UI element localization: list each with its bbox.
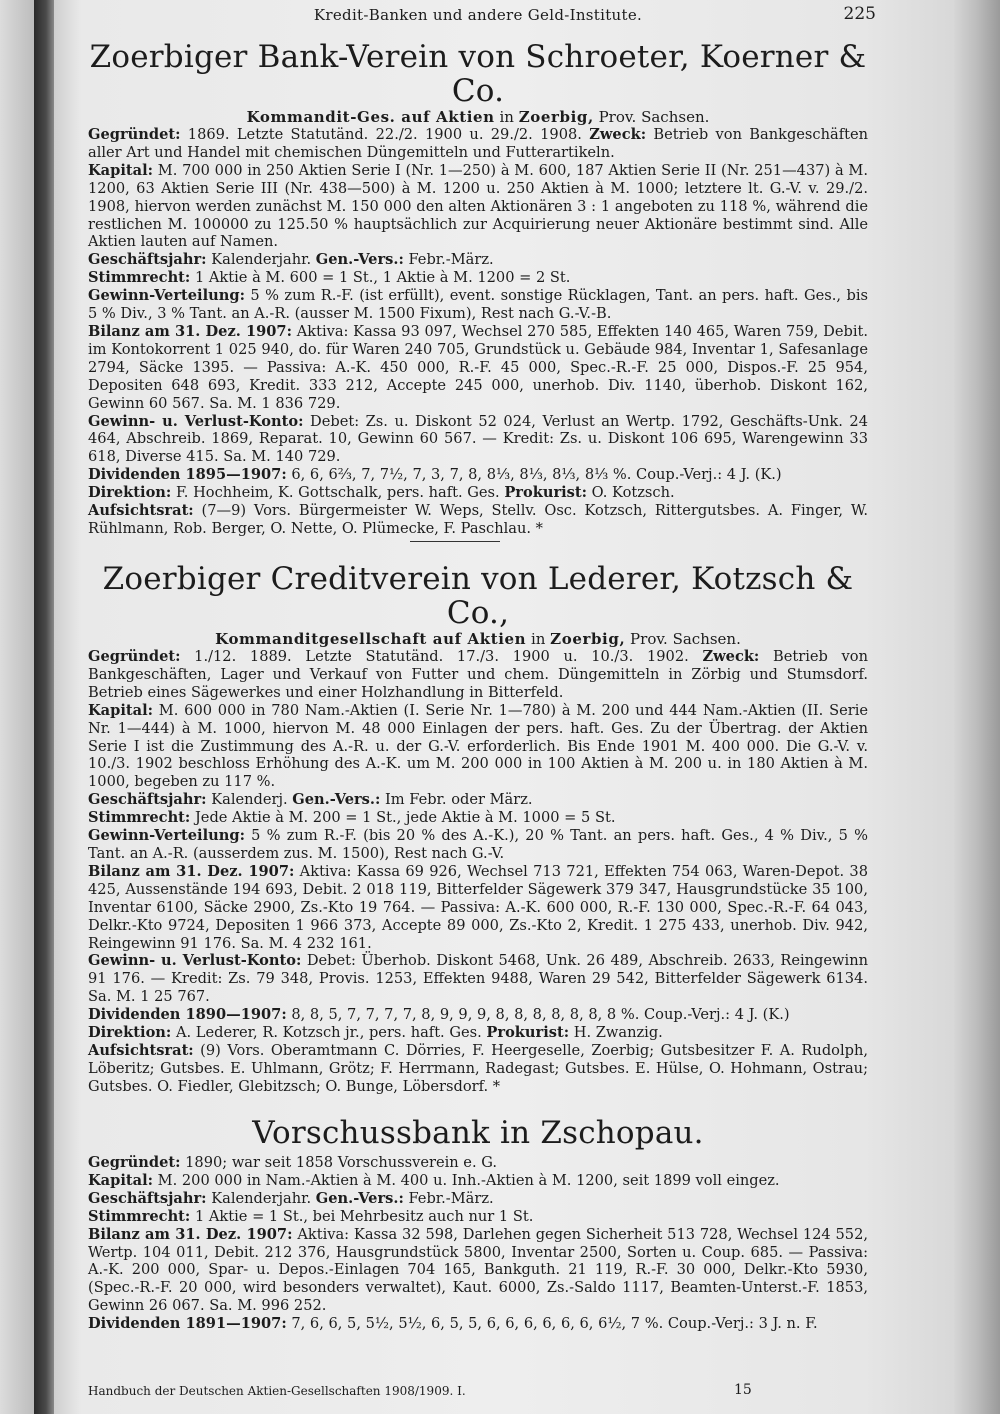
entry-supervisory-board: Aufsichtsrat: (7—9) Vors. Bürgermeister W. Weps, Stellv. Osc. Kotzsch, Rittergutsbes. A. Finger, W. Rühlmann, Rob. Berger, O. Nette, O. Plümecke, F. Paschlau. * — [88, 502, 868, 537]
running-head: Kredit-Banken und andere Geld-Institute. — [313, 6, 643, 24]
entry-fiscal-year: Geschäftsjahr: Kalenderj. Gen.-Vers.: Im Febr. oder März. — [88, 791, 533, 809]
entry-dividends: Dividenden 1891—1907: 7, 6, 6, 5, 5½, 5½, 6, 5, 5, 6, 6, 6, 6, 6, 6, 6½, 7 %. Coup.-Verj.: 3 J. n. F. — [88, 1315, 818, 1333]
right-page-edge — [954, 0, 1000, 1414]
entry-profit-distribution: Gewinn-Verteilung: 5 % zum R.-F. (bis 20 % des A.-K.), 20 % Tant. an pers. haft. Ges., 4 % Div., 5 % Tant. an A.-R. (ausserdem zus. M. 1500), Rest nach G.-V. — [88, 827, 868, 862]
company-title: Zoerbiger Bank-Verein von Schroeter, Koerner & Co. — [89, 39, 867, 109]
entry-dividends: Dividenden 1895—1907: 6, 6, 6⅔, 7, 7½, 7, 3, 7, 8, 8⅓, 8⅓, 8⅓, 8⅓ %. Coup.-Verj.: 4 J. (K.) — [88, 466, 782, 484]
company-details — [88, 1154, 868, 1333]
entry-founded: Gegründet: 1869. Letzte Statutänd. 22./2. 1900 u. 29./2. 1908. Zweck: Betrieb von Bankgeschäften aller Art und Handel mit chemischen Düngemitteln und Futterartikeln. — [88, 126, 868, 161]
signature-mark: 15 — [734, 1382, 752, 1398]
entry-dividends: Dividenden 1890—1907: 8, 8, 5, 7, 7, 7, 7, 8, 9, 9, 9, 8, 8, 8, 8, 8, 8, 8 %. Coup.-Verj.: 4 J. (K.) — [88, 1006, 790, 1024]
entry-founded: Gegründet: 1890; war seit 1858 Vorschussverein e. G. — [88, 1154, 497, 1171]
page-content — [88, 0, 876, 1414]
entry-management: Direktion: A. Lederer, R. Kotzsch jr., pers. haft. Ges. Prokurist: H. Zwanzig. — [88, 1024, 663, 1042]
entry-balance-sheet: Bilanz am 31. Dez. 1907: Aktiva: Kassa 93 097, Wechsel 270 585, Effekten 140 465, Waren 759, Debit. im Kontokorrent 1 025 940, do. für Waren 240 705, Grundstück u. Gebäude 984, Inventar 1, Safesanlage 2794, Säcke 1395. — Passiva: A.-K. 450 000, R.-F. 45 000, Spec.-R.-F. 25 000, Dispos.-F. 25 954, Depositen 648 693, Kredit. 333 212, Accepte 245 000, unerhob. Div. 1140, überhob. Diskont 162, Gewinn 60 567. Sa. M. 1 836 729. — [88, 322, 868, 412]
entry-capital: Kapital: M. 600 000 in 780 Nam.-Aktien (I. Serie Nr. 1—780) à M. 200 und 444 Nam.-Aktien (II. Serie Nr. 1—444) à M. 1000, hiervon M. 48 000 Einlagen der pers. haft. Ges. Zu der Übertrag. der Aktien Serie I ist die Zustimmung des A.-R. u. der G.-V. erforderlich. Bis Ende 1901 M. 400 000. Die G.-V. v. 10./3. 1902 beschloss Erhöhung des A.-K. um M. 200 000 in 100 Aktien à M. 200 u. in 180 Aktien à M. 1000, begeben zu 117 %. — [88, 701, 868, 791]
entry-capital: Kapital: M. 200 000 in Nam.-Aktien à M. 400 u. Inh.-Aktien à M. 1200, seit 1899 voll eingez. — [88, 1171, 780, 1189]
entry-profit-loss: Gewinn- u. Verlust-Konto: Debet: Zs. u. Diskont 52 024, Verlust an Wertp. 1792, Geschäfts-Unk. 24 464, Abschreib. 1869, Reparat. 10, Gewinn 60 567. — Kredit: Zs. u. Diskont 106 695, Warengewinn 33 618, Diverse 415. Sa. M. 140 729. — [88, 412, 868, 466]
company-details — [88, 126, 868, 538]
company-entry — [88, 40, 868, 538]
left-page-edge — [0, 0, 34, 1414]
book-gutter — [34, 0, 54, 1414]
footer-text: Handbuch der Deutschen Aktien-Gesellschaften 1908/1909. I. — [88, 1384, 466, 1398]
company-entry — [88, 1116, 868, 1333]
entry-fiscal-year: Geschäftsjahr: Kalenderjahr. Gen.-Vers.: Febr.-März. — [88, 251, 494, 269]
entry-founded: Gegründet: 1./12. 1889. Letzte Statutänd. 17./3. 1900 u. 10./3. 1902. Zweck: Betrieb von Bankgeschäften, Lager und Verkauf von Futter und chem. Düngemitteln in Zörbig und Stumsdorf. Betrieb eines Sägewerkes und einer Holzhandlung in Bitterfeld. — [88, 648, 868, 701]
entry-profit-loss: Gewinn- u. Verlust-Konto: Debet: Überhob. Diskont 5468, Unk. 26 489, Abschreib. 2633, Reingewinn 91 176. — Kredit: Zs. 79 348, Provis. 1253, Effekten 9488, Waren 29 542, Bitterfelder Sägewerk 6134. Sa. M. 1 25 767. — [88, 952, 868, 1006]
company-title: Vorschussbank in Zschopau. — [252, 1115, 704, 1151]
company-subtitle: Kommandit-Ges. auf Aktien in Zoerbig, Prov. Sachsen. — [246, 108, 710, 126]
company-subtitle: Kommanditgesellschaft auf Aktien in Zoerbig, Prov. Sachsen. — [215, 630, 741, 648]
company-details — [88, 648, 868, 1096]
entry-management: Direktion: F. Hochheim, K. Gottschalk, pers. haft. Ges. Prokurist: O. Kotzsch. — [88, 484, 675, 502]
page-number: 225 — [843, 4, 876, 24]
section-divider — [410, 541, 500, 542]
company-title: Zoerbiger Creditverein von Lederer, Kotzsch & Co., — [102, 561, 854, 631]
entry-balance-sheet: Bilanz am 31. Dez. 1907: Aktiva: Kassa 69 926, Wechsel 713 721, Effekten 754 063, Waren-Depot. 38 425, Aussenstände 194 693, Debit. 2 018 119, Bitterfelder Sägewerk 379 347, Hausgrundstücke 35 100, Inventar 6100, Säcke 2900, Zs.-Kto 19 764. — Passiva: A.-K. 600 000, R.-F. 130 000, Spec.-R.-F. 64 043, Delkr.-Kto 9724, Depositen 1 966 373, Accepte 89 000, Zs.-Kto 2, Kredit. 1 275 433, unerhob. Div. 942, Reingewinn 91 176. Sa. M. 4 232 161. — [88, 862, 868, 952]
entry-fiscal-year: Geschäftsjahr: Kalenderjahr. Gen.-Vers.: Febr.-März. — [88, 1189, 494, 1207]
entry-profit-distribution: Gewinn-Verteilung: 5 % zum R.-F. (ist erfüllt), event. sonstige Rücklagen, Tant. an pers. haft. Ges., bis 5 % Div., 3 % Tant. an A.-R. (ausser M. 1500 Fixum), Rest nach G.-V.-B. — [88, 287, 868, 323]
entry-supervisory-board: Aufsichtsrat: (9) Vors. Oberamtmann C. Dörries, F. Heergeselle, Zoerbig; Gutsbesitzer F. A. Rudolph, Löberitz; Gutsbes. E. Uhlmann, Grötz; F. Herrmann, Radegast; Gutsbes. E. Hülse, O. Hohmann, Ostrau; Gutsbes. O. Fiedler, Glebitzsch; O. Bunge, Löbersdorf. * — [88, 1041, 868, 1095]
company-entry — [88, 562, 868, 1096]
page-footer — [88, 1384, 868, 1398]
entry-balance-sheet: Bilanz am 31. Dez. 1907: Aktiva: Kassa 32 598, Darlehen gegen Sicherheit 513 728, Wechsel 124 552, Wertp. 104 011, Debit. 212 376, Hausgrundstück 5800, Inventar 2500, Sorten u. Coup. 685. — Passiva: A.-K. 200 000, Spar- u. Depos.-Einlagen 704 165, Bankguth. 21 119, R.-F. 30 000, Delkr.-Kto 5930, (Spec.-R.-F. 20 000, wird besonders verwaltet), Kaut. 6000, Zs.-Saldo 1117, Beamten-Unterst.-F. 1853, Gewinn 26 067. Sa. M. 996 252. — [88, 1225, 868, 1315]
entry-voting-rights: Stimmrecht: Jede Aktie à M. 200 = 1 St., jede Aktie à M. 1000 = 5 St. — [88, 809, 616, 827]
entry-voting-rights: Stimmrecht: 1 Aktie = 1 St., bei Mehrbesitz auch nur 1 St. — [88, 1207, 534, 1225]
entry-capital: Kapital: M. 700 000 in 250 Aktien Serie I (Nr. 1—250) à M. 600, 187 Aktien Serie II (Nr. 251—437) à M. 1200, 63 Aktien Serie III (Nr. 438—500) à M. 1200 u. 250 Aktien à M. 1000; letztere lt. G.-V. v. 29./2. 1908, hiervon werden zunächst M. 150 000 den alten Aktionären 3 : 1 angeboten zu 118 %, während die restlichen M. 100000 zu 125.50 % hauptsächlich zur Acquirierung neuer Aktionäre bestimmt sind. Alle Aktien lauten auf Namen. — [88, 161, 868, 251]
entry-voting-rights: Stimmrecht: 1 Aktie à M. 600 = 1 St., 1 Aktie à M. 1200 = 2 St. — [88, 269, 571, 287]
